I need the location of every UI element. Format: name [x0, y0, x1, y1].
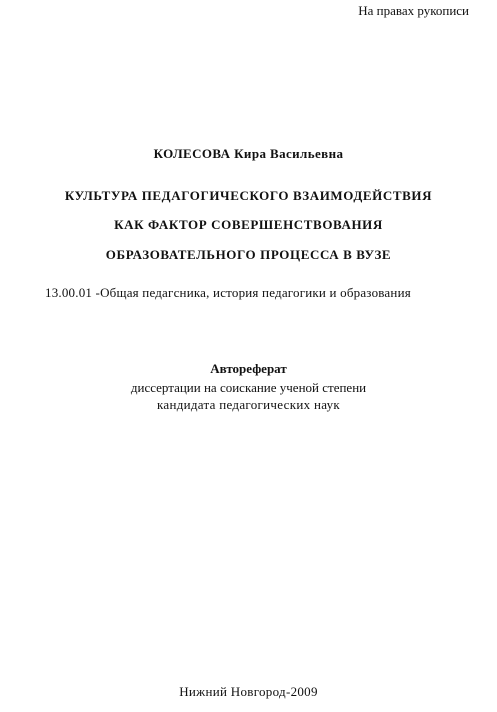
- title-line-1: КУЛЬТУРА ПЕДАГОГИЧЕСКОГО ВЗАИМОДЕЙСТВИЯ: [64, 188, 433, 203]
- title-line-2: КАК ФАКТОР СОВЕРШЕНСТВОВАНИЯ: [114, 217, 383, 232]
- abstract-subtitle-2: кандидата педагогических наук: [156, 397, 341, 412]
- abstract-subtitle-1: диссертации на соискание ученой степени: [130, 380, 367, 395]
- manuscript-note: На правах рукописи: [358, 3, 469, 18]
- author-name: КОЛЕСОВА Кира Васильевна: [153, 146, 344, 161]
- abstract-heading: Автореферат: [210, 361, 287, 376]
- title-line-3: ОБРАЗОВАТЕЛЬНОГО ПРОЦЕССА В ВУЗЕ: [105, 247, 392, 262]
- place-and-year: Нижний Новгород-2009: [179, 684, 318, 699]
- specialty-code: 13.00.01 -Общая педагсника, история педагогики и образования: [45, 285, 411, 300]
